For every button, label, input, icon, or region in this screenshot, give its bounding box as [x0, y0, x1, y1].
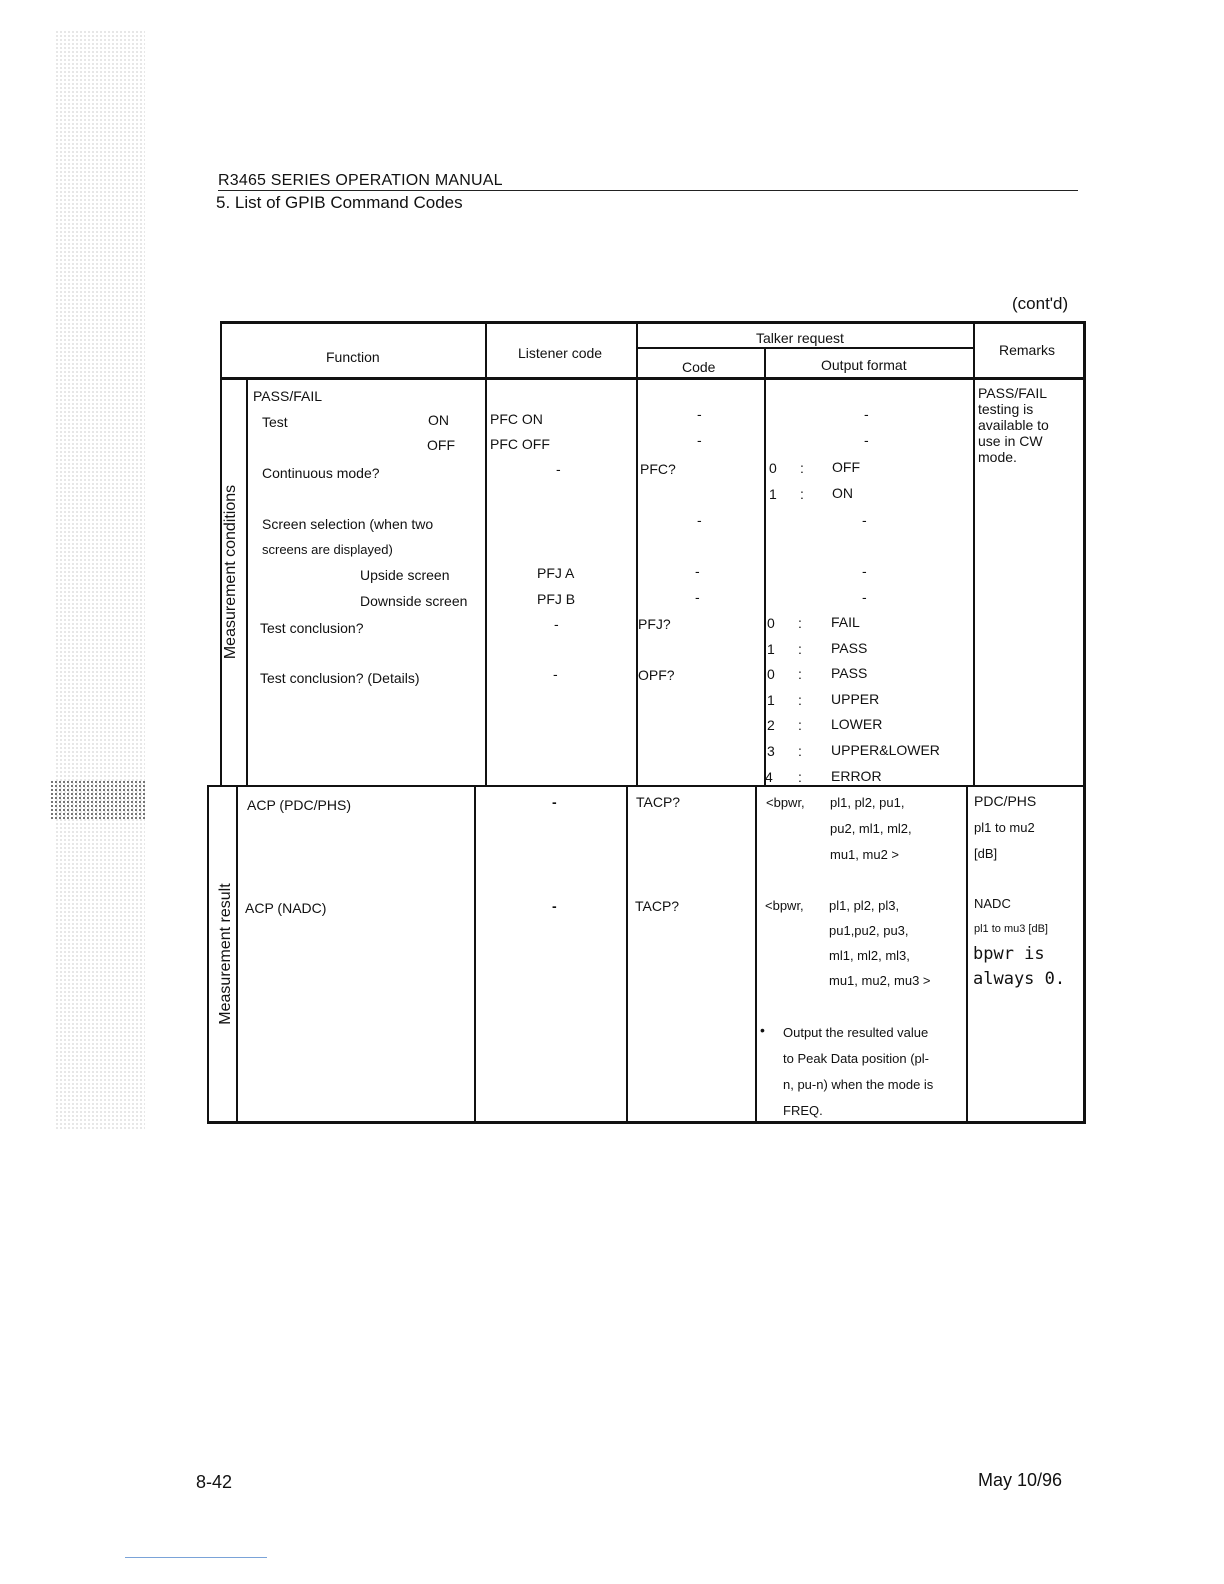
col-line-remarks	[973, 324, 975, 785]
colon: :	[798, 641, 802, 657]
remarks-pdc-1: PDC/PHS	[974, 793, 1037, 809]
pfc-query-code: PFC?	[640, 461, 676, 477]
header-code: Code	[682, 359, 716, 375]
col-line-code	[636, 324, 638, 785]
test-off: OFF	[427, 437, 455, 453]
table-top-border	[220, 321, 1086, 324]
dash: -	[862, 512, 867, 528]
out-pdc-line-1: pl1, pl2, pu1,	[830, 795, 905, 810]
test-conclusion-details-label: Test conclusion? (Details)	[260, 670, 420, 686]
dash: -	[864, 406, 869, 422]
note-line-4: FREQ.	[783, 1103, 823, 1118]
header-rule	[218, 190, 1078, 191]
note-line-1: Output the resulted value	[783, 1025, 929, 1040]
bpwr-nadc: <bpwr,	[765, 898, 804, 913]
out-pfj-0-val: FAIL	[831, 614, 860, 630]
out-opf-4-num: 4	[765, 769, 773, 785]
test-conclusion-label: Test conclusion?	[260, 620, 364, 636]
colon: :	[800, 486, 804, 502]
tacp-code-nadc: TACP?	[635, 898, 680, 914]
table-bottom-border	[207, 1121, 1085, 1124]
passfail-heading: PASS/FAIL	[253, 388, 322, 404]
pfja-code: PFJ A	[537, 565, 575, 581]
remarks-nadc-4: always 0.	[973, 969, 1066, 989]
test-label: Test	[262, 414, 288, 430]
out-opf-1-val: UPPER	[831, 691, 880, 707]
remarks-nadc-1: NADC	[974, 896, 1011, 911]
out-pfc-1-val: ON	[832, 485, 853, 501]
colon: :	[800, 460, 804, 476]
remarks-pdc-3: [dB]	[974, 846, 998, 861]
continuous-mode-label: Continuous mode?	[262, 465, 380, 481]
out-opf-3-num: 3	[767, 743, 775, 759]
group-divider	[207, 785, 1085, 787]
header-divider	[220, 377, 1086, 380]
colon: :	[798, 769, 802, 785]
opf-query-code: OPF?	[638, 667, 675, 683]
out-pfj-1-num: 1	[767, 641, 775, 657]
col-line-listener	[485, 324, 487, 785]
scan-noise-dark	[50, 780, 145, 820]
header-function: Function	[326, 349, 380, 365]
dash: -	[864, 432, 869, 448]
remarks-pdc-2: pl1 to mu2	[974, 820, 1035, 835]
out-pfc-0-val: OFF	[832, 459, 860, 475]
acp-nadc-label: ACP (NADC)	[245, 900, 327, 916]
out-opf-2-val: LOWER	[831, 716, 883, 732]
dash: -	[695, 589, 700, 605]
dash: -	[553, 666, 558, 682]
group-label-result: Measurement result	[217, 883, 234, 1025]
group-label-conditions: Measurement conditions	[222, 484, 239, 660]
bpwr-pdc: <bpwr,	[766, 795, 805, 810]
out-nadc-line-4: mu1, mu2, mu3 >	[829, 973, 931, 988]
out-opf-4-val: ERROR	[831, 768, 882, 784]
remarks-nadc-3: bpwr is	[973, 944, 1045, 964]
out-pdc-line-2: pu2, ml1, ml2,	[830, 821, 912, 836]
out-nadc-line-2: pu1,pu2, pu3,	[829, 923, 909, 938]
dash: -	[862, 589, 867, 605]
screen-selection-label-2: screens are displayed)	[262, 542, 393, 557]
out-opf-0-num: 0	[767, 666, 775, 682]
col-line-listener-lower	[474, 787, 476, 1122]
colon: :	[798, 692, 802, 708]
out-pfj-0-num: 0	[767, 615, 775, 631]
pfjb-code: PFJ B	[537, 591, 576, 607]
header-listener: Listener code	[518, 345, 603, 361]
screen-selection-label-1: Screen selection (when two	[262, 516, 434, 532]
note-line-3: n, pu-n) when the mode is	[783, 1077, 934, 1092]
test-on: ON	[428, 412, 449, 428]
header-remarks: Remarks	[999, 342, 1056, 358]
pfc-on-code: PFC ON	[490, 411, 543, 427]
remarks-nadc-2: pl1 to mu3 [dB]	[974, 923, 1048, 935]
dash: -	[697, 432, 702, 448]
col-line-remarks-lower	[966, 787, 968, 1122]
colon: :	[798, 615, 802, 631]
out-nadc-line-1: pl1, pl2, pl3,	[829, 898, 900, 913]
remarks-passfail: PASS/FAIL testing is available to use in CW mode.	[978, 385, 1049, 465]
out-opf-0-val: PASS	[831, 665, 868, 681]
tacp-code-pdc: TACP?	[636, 794, 681, 810]
out-nadc-line-3: ml1, ml2, ml3,	[829, 948, 910, 963]
out-pfc-0-num: 0	[769, 460, 777, 476]
out-opf-3-val: UPPER&LOWER	[831, 742, 940, 758]
out-pfc-1-num: 1	[769, 486, 777, 502]
table-right-border	[1083, 321, 1086, 1124]
out-pdc-line-3: mu1, mu2 >	[830, 847, 900, 862]
footer-rule	[125, 1557, 267, 1558]
scan-noise	[55, 30, 145, 1130]
upside-screen-label: Upside screen	[360, 567, 450, 583]
acp-pdc-label: ACP (PDC/PHS)	[247, 797, 351, 813]
section-title: 5. List of GPIB Command Codes	[216, 193, 463, 212]
col-line-code-lower	[626, 787, 628, 1122]
dash: -	[552, 794, 557, 810]
colon: :	[798, 743, 802, 759]
colon: :	[798, 717, 802, 733]
pfj-query-code: PFJ?	[638, 616, 671, 632]
note-bullet: •	[760, 1022, 765, 1038]
pfc-off-code: PFC OFF	[490, 436, 550, 452]
talker-subdivider	[636, 347, 974, 349]
out-pfj-1-val: PASS	[831, 640, 868, 656]
dash: -	[697, 406, 702, 422]
revision-date: May 10/96	[978, 1470, 1063, 1490]
colon: :	[798, 666, 802, 682]
dash: -	[552, 898, 557, 914]
page-number: 8-42	[196, 1472, 233, 1492]
dash: -	[862, 563, 867, 579]
out-opf-1-num: 1	[767, 692, 775, 708]
out-opf-2-num: 2	[767, 717, 775, 733]
note-line-2: to Peak Data position (pl-	[783, 1051, 929, 1066]
group-col-line	[246, 380, 248, 785]
col-line-output-lower	[755, 787, 757, 1122]
table-left-border-lower	[207, 786, 209, 1124]
continued-label: (cont'd)	[1012, 294, 1069, 313]
dash: -	[697, 512, 702, 528]
dash: -	[695, 563, 700, 579]
col-line-output	[764, 348, 766, 785]
header-talker: Talker request	[756, 330, 844, 346]
downside-screen-label: Downside screen	[360, 593, 468, 609]
manual-title: R3465 SERIES OPERATION MANUAL	[218, 172, 503, 189]
dash: -	[554, 616, 559, 632]
dash: -	[556, 461, 561, 477]
header-output: Output format	[821, 357, 907, 373]
